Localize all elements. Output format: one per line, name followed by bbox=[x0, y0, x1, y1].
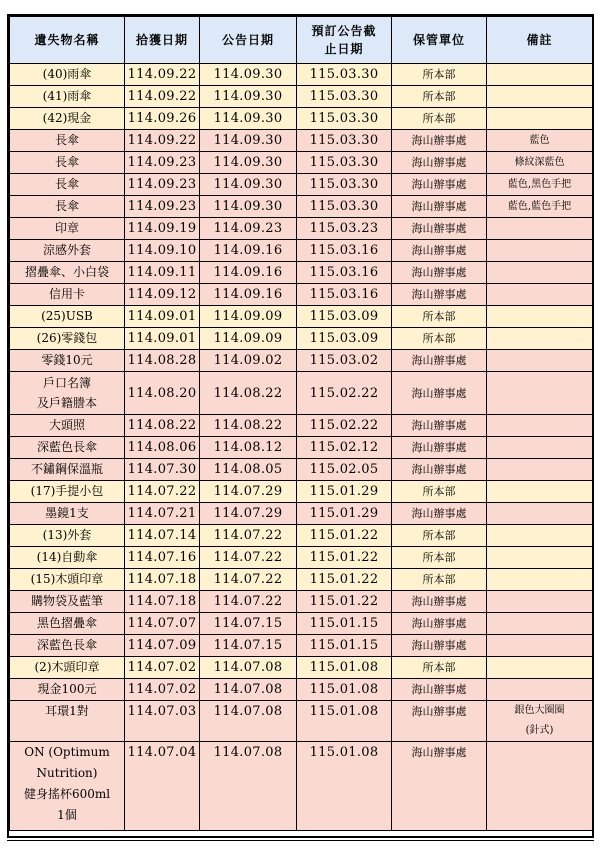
item-name: 大頭照 bbox=[10, 415, 125, 437]
announce-date: 114.09.30 bbox=[200, 108, 297, 130]
note bbox=[487, 525, 593, 547]
note bbox=[487, 481, 593, 503]
note: 條紋深藍色 bbox=[487, 152, 593, 174]
item-name: 不鏽鋼保溫瓶 bbox=[10, 459, 125, 481]
end-date: 115.03.30 bbox=[297, 174, 392, 196]
table-row bbox=[10, 284, 593, 306]
end-date: 115.01.15 bbox=[297, 613, 392, 635]
item-name: 零錢10元 bbox=[10, 350, 125, 372]
note bbox=[487, 86, 593, 108]
end-date: 115.01.29 bbox=[297, 503, 392, 525]
found-date: 114.09.10 bbox=[125, 240, 200, 262]
custody-unit: 所本部 bbox=[392, 481, 487, 503]
custody-unit: 海山辦事處 bbox=[392, 415, 487, 437]
found-date: 114.09.01 bbox=[125, 328, 200, 350]
table-row bbox=[10, 481, 593, 503]
announce-date: 114.09.30 bbox=[200, 152, 297, 174]
end-date: 115.01.08 bbox=[297, 742, 392, 831]
end-date: 115.02.12 bbox=[297, 437, 392, 459]
end-date: 115.01.08 bbox=[297, 679, 392, 701]
note bbox=[487, 284, 593, 306]
custody-unit: 海山辦事處 bbox=[392, 742, 487, 831]
found-date: 114.09.19 bbox=[125, 218, 200, 240]
table-row bbox=[10, 437, 593, 459]
table-row bbox=[10, 591, 593, 613]
custody-unit: 海山辦事處 bbox=[392, 240, 487, 262]
table-row bbox=[10, 350, 593, 372]
note: 藍色,藍色手把 bbox=[487, 196, 593, 218]
found-date: 114.08.06 bbox=[125, 437, 200, 459]
note bbox=[487, 503, 593, 525]
end-date: 115.03.30 bbox=[297, 130, 392, 152]
note bbox=[487, 415, 593, 437]
table-row bbox=[10, 196, 593, 218]
found-date: 114.07.03 bbox=[125, 701, 200, 742]
found-date: 114.09.22 bbox=[125, 64, 200, 86]
announce-date: 114.09.16 bbox=[200, 262, 297, 284]
announce-date: 114.07.15 bbox=[200, 635, 297, 657]
item-name: (40)雨傘 bbox=[10, 64, 125, 86]
item-name: 深藍色長傘 bbox=[10, 437, 125, 459]
announce-date: 114.07.08 bbox=[200, 742, 297, 831]
found-date: 114.07.07 bbox=[125, 613, 200, 635]
table-row bbox=[10, 218, 593, 240]
table-row bbox=[10, 635, 593, 657]
table-row bbox=[10, 328, 593, 350]
announce-date: 114.07.15 bbox=[200, 613, 297, 635]
note bbox=[487, 613, 593, 635]
table-row bbox=[10, 130, 593, 152]
custody-unit: 海山辦事處 bbox=[392, 284, 487, 306]
custody-unit: 海山辦事處 bbox=[392, 503, 487, 525]
announce-date: 114.07.08 bbox=[200, 657, 297, 679]
header-note: 備註 bbox=[487, 17, 593, 64]
item-name: (13)外套 bbox=[10, 525, 125, 547]
end-date: 115.01.08 bbox=[297, 657, 392, 679]
table-row bbox=[10, 64, 593, 86]
end-date: 115.03.30 bbox=[297, 152, 392, 174]
found-date: 114.09.12 bbox=[125, 284, 200, 306]
item-name: 印章 bbox=[10, 218, 125, 240]
item-name: 黑色摺疊傘 bbox=[10, 613, 125, 635]
custody-unit: 海山辦事處 bbox=[392, 350, 487, 372]
found-date: 114.07.16 bbox=[125, 547, 200, 569]
found-date: 114.07.21 bbox=[125, 503, 200, 525]
item-name: 墨鏡1支 bbox=[10, 503, 125, 525]
found-date: 114.07.22 bbox=[125, 481, 200, 503]
item-name: 信用卡 bbox=[10, 284, 125, 306]
custody-unit: 海山辦事處 bbox=[392, 679, 487, 701]
table-row bbox=[10, 525, 593, 547]
announce-date: 114.08.22 bbox=[200, 415, 297, 437]
table-row bbox=[10, 701, 593, 742]
end-date: 115.01.22 bbox=[297, 591, 392, 613]
note bbox=[487, 679, 593, 701]
announce-date: 114.09.09 bbox=[200, 306, 297, 328]
note bbox=[487, 591, 593, 613]
announce-date: 114.08.12 bbox=[200, 437, 297, 459]
announce-date: 114.07.29 bbox=[200, 503, 297, 525]
end-date: 115.02.05 bbox=[297, 459, 392, 481]
end-date: 115.01.22 bbox=[297, 569, 392, 591]
note bbox=[487, 108, 593, 130]
note-line1: 銀色大圈圈 bbox=[514, 705, 565, 716]
table-row bbox=[10, 613, 593, 635]
header-custody-unit: 保管單位 bbox=[392, 17, 487, 64]
table-row bbox=[10, 459, 593, 481]
found-date: 114.09.26 bbox=[125, 108, 200, 130]
note bbox=[487, 218, 593, 240]
table-row bbox=[10, 240, 593, 262]
announce-date: 114.09.30 bbox=[200, 174, 297, 196]
custody-unit: 所本部 bbox=[392, 525, 487, 547]
custody-unit: 海山辦事處 bbox=[392, 459, 487, 481]
note bbox=[487, 350, 593, 372]
found-date: 114.07.04 bbox=[125, 742, 200, 831]
item-name-line2: Nutrition) bbox=[36, 766, 98, 780]
announce-date: 114.07.08 bbox=[200, 701, 297, 742]
end-date: 115.02.22 bbox=[297, 372, 392, 415]
found-date: 114.09.23 bbox=[125, 152, 200, 174]
item-name: (42)現金 bbox=[10, 108, 125, 130]
end-date: 115.01.22 bbox=[297, 547, 392, 569]
item-name: 深藍色長傘 bbox=[10, 635, 125, 657]
found-date: 114.08.22 bbox=[125, 415, 200, 437]
note bbox=[487, 701, 593, 742]
note: 藍色,黑色手把 bbox=[487, 174, 593, 196]
header-item-name: 遺失物名稱 bbox=[10, 17, 125, 64]
item-name bbox=[10, 742, 125, 831]
note bbox=[487, 657, 593, 679]
found-date: 114.07.18 bbox=[125, 591, 200, 613]
item-name: 購物袋及藍筆 bbox=[10, 591, 125, 613]
end-date: 115.03.09 bbox=[297, 328, 392, 350]
item-name-line2: 及戶籍謄本 bbox=[36, 396, 97, 410]
table-row bbox=[10, 657, 593, 679]
custody-unit: 所本部 bbox=[392, 306, 487, 328]
note bbox=[487, 372, 593, 415]
end-date: 115.03.30 bbox=[297, 108, 392, 130]
custody-unit: 所本部 bbox=[392, 569, 487, 591]
note bbox=[487, 262, 593, 284]
custody-unit: 海山辦事處 bbox=[392, 152, 487, 174]
custody-unit: 所本部 bbox=[392, 657, 487, 679]
lost-items-table bbox=[9, 16, 593, 831]
table-row bbox=[10, 742, 593, 831]
custody-unit: 海山辦事處 bbox=[392, 262, 487, 284]
announce-date: 114.07.22 bbox=[200, 525, 297, 547]
note bbox=[487, 742, 593, 831]
announce-date: 114.09.09 bbox=[200, 328, 297, 350]
item-name: 長傘 bbox=[10, 152, 125, 174]
table-row bbox=[10, 569, 593, 591]
table-row bbox=[10, 174, 593, 196]
item-name: (25)USB bbox=[10, 306, 125, 328]
item-name: 涼感外套 bbox=[10, 240, 125, 262]
custody-unit: 海山辦事處 bbox=[392, 174, 487, 196]
found-date: 114.08.20 bbox=[125, 372, 200, 415]
custody-unit: 海山辦事處 bbox=[392, 701, 487, 742]
item-name: (2)木頭印章 bbox=[10, 657, 125, 679]
end-date: 115.01.22 bbox=[297, 525, 392, 547]
custody-unit: 所本部 bbox=[392, 547, 487, 569]
item-name-line1: 戶口名簿 bbox=[42, 376, 91, 390]
announce-date: 114.09.30 bbox=[200, 196, 297, 218]
item-name: 摺疊傘、小白袋 bbox=[10, 262, 125, 284]
announce-date: 114.08.22 bbox=[200, 372, 297, 415]
announce-date: 114.09.30 bbox=[200, 130, 297, 152]
item-name: 長傘 bbox=[10, 130, 125, 152]
custody-unit: 海山辦事處 bbox=[392, 635, 487, 657]
note bbox=[487, 569, 593, 591]
end-date: 115.03.16 bbox=[297, 262, 392, 284]
item-name: (14)自動傘 bbox=[10, 547, 125, 569]
announce-date: 114.07.22 bbox=[200, 591, 297, 613]
header-end-date-line1: 預訂公告截 bbox=[311, 24, 377, 38]
end-date: 115.03.30 bbox=[297, 196, 392, 218]
header-row bbox=[10, 17, 593, 64]
table-row bbox=[10, 86, 593, 108]
item-name: (26)零錢包 bbox=[10, 328, 125, 350]
end-date: 115.03.23 bbox=[297, 218, 392, 240]
note bbox=[487, 635, 593, 657]
item-name: (41)雨傘 bbox=[10, 86, 125, 108]
found-date: 114.07.14 bbox=[125, 525, 200, 547]
end-date: 115.01.15 bbox=[297, 635, 392, 657]
header-end-date bbox=[297, 17, 392, 64]
item-name bbox=[10, 372, 125, 415]
custody-unit: 海山辦事處 bbox=[392, 130, 487, 152]
found-date: 114.07.30 bbox=[125, 459, 200, 481]
item-name-line1: ON (Optimum bbox=[24, 745, 110, 759]
found-date: 114.09.22 bbox=[125, 86, 200, 108]
end-date: 115.02.22 bbox=[297, 415, 392, 437]
found-date: 114.07.02 bbox=[125, 679, 200, 701]
custody-unit: 海山辦事處 bbox=[392, 372, 487, 415]
item-name: 耳環1對 bbox=[10, 701, 125, 742]
item-name-line3: 健身搖杯600ml bbox=[23, 787, 111, 801]
table-row bbox=[10, 108, 593, 130]
found-date: 114.07.02 bbox=[125, 657, 200, 679]
item-name: (17)手提小包 bbox=[10, 481, 125, 503]
note-line2: (針式) bbox=[525, 725, 554, 736]
custody-unit: 所本部 bbox=[392, 64, 487, 86]
table-row bbox=[10, 262, 593, 284]
announce-date: 114.08.05 bbox=[200, 459, 297, 481]
item-name: (15)木頭印章 bbox=[10, 569, 125, 591]
found-date: 114.09.23 bbox=[125, 174, 200, 196]
end-date: 115.03.16 bbox=[297, 284, 392, 306]
end-date: 115.03.30 bbox=[297, 64, 392, 86]
announce-date: 114.07.22 bbox=[200, 547, 297, 569]
bottom-rule bbox=[7, 840, 594, 841]
end-date: 115.01.08 bbox=[297, 701, 392, 742]
found-date: 114.09.01 bbox=[125, 306, 200, 328]
note bbox=[487, 240, 593, 262]
item-name-line4: 1個 bbox=[57, 808, 77, 822]
note bbox=[487, 547, 593, 569]
custody-unit: 海山辦事處 bbox=[392, 437, 487, 459]
announce-date: 114.07.29 bbox=[200, 481, 297, 503]
custody-unit: 海山辦事處 bbox=[392, 218, 487, 240]
header-announce-date: 公告日期 bbox=[200, 17, 297, 64]
custody-unit: 海山辦事處 bbox=[392, 613, 487, 635]
note bbox=[487, 306, 593, 328]
custody-unit: 海山辦事處 bbox=[392, 196, 487, 218]
note bbox=[487, 459, 593, 481]
announce-date: 114.07.08 bbox=[200, 679, 297, 701]
found-date: 114.09.22 bbox=[125, 130, 200, 152]
header-end-date-line2: 止日期 bbox=[324, 42, 364, 56]
item-name: 長傘 bbox=[10, 174, 125, 196]
custody-unit: 所本部 bbox=[392, 86, 487, 108]
end-date: 115.03.09 bbox=[297, 306, 392, 328]
note bbox=[487, 437, 593, 459]
table-row bbox=[10, 679, 593, 701]
note bbox=[487, 64, 593, 86]
custody-unit: 所本部 bbox=[392, 108, 487, 130]
announce-date: 114.09.23 bbox=[200, 218, 297, 240]
found-date: 114.09.11 bbox=[125, 262, 200, 284]
lost-items-table-frame bbox=[7, 14, 594, 838]
table-row bbox=[10, 415, 593, 437]
announce-date: 114.09.30 bbox=[200, 86, 297, 108]
found-date: 114.07.18 bbox=[125, 569, 200, 591]
found-date: 114.09.23 bbox=[125, 196, 200, 218]
note: 藍色 bbox=[487, 130, 593, 152]
announce-date: 114.09.02 bbox=[200, 350, 297, 372]
end-date: 115.03.16 bbox=[297, 240, 392, 262]
header-found-date: 拾獲日期 bbox=[125, 17, 200, 64]
item-name: 現金100元 bbox=[10, 679, 125, 701]
custody-unit: 所本部 bbox=[392, 328, 487, 350]
announce-date: 114.07.22 bbox=[200, 569, 297, 591]
end-date: 115.03.30 bbox=[297, 86, 392, 108]
found-date: 114.07.09 bbox=[125, 635, 200, 657]
table-row bbox=[10, 152, 593, 174]
custody-unit: 海山辦事處 bbox=[392, 591, 487, 613]
end-date: 115.03.02 bbox=[297, 350, 392, 372]
table-row bbox=[10, 503, 593, 525]
table-row bbox=[10, 306, 593, 328]
end-date: 115.01.29 bbox=[297, 481, 392, 503]
note bbox=[487, 328, 593, 350]
announce-date: 114.09.30 bbox=[200, 64, 297, 86]
found-date: 114.08.28 bbox=[125, 350, 200, 372]
announce-date: 114.09.16 bbox=[200, 240, 297, 262]
item-name: 長傘 bbox=[10, 196, 125, 218]
announce-date: 114.09.16 bbox=[200, 284, 297, 306]
table-row bbox=[10, 547, 593, 569]
table-row bbox=[10, 372, 593, 415]
